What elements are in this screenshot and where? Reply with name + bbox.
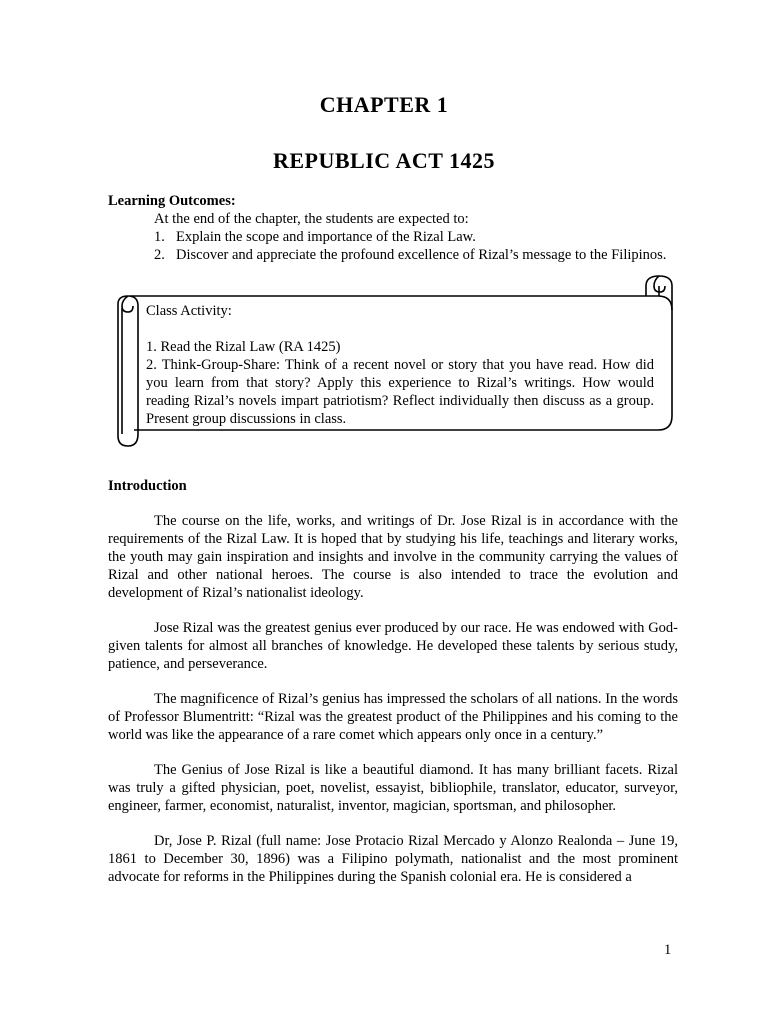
paragraph: Dr, Jose P. Rizal (full name: Jose Protacio Rizal Mercado y Alonzo Realonda – June 19, 1861 to December 30, 1896) was a Filipino polymath, nationalist and the most prominent advocate for reforms in the Philippines during the Spanish colonial era. He is considered a [108,833,678,885]
learning-outcomes-heading: Learning Outcomes: [108,193,236,209]
introduction-heading: Introduction [108,478,187,494]
class-activity [146,302,654,428]
list-item-text: Discover and appreciate the profound excellence of Rizal’s message to the Filipinos. [176,247,667,263]
paragraph: The Genius of Jose Rizal is like a beautiful diamond. It has many brilliant facets. Rizal was truly a gifted physician, poet, novelist, essayist, bibliophile, translator, educator, surveyor, engineer, farmer, economist, naturalist, inventor, magician, sportsman, and philosopher. [108,762,678,814]
paragraph: Jose Rizal was the greatest genius ever produced by our race. He was endowed with God-given talents for almost all branches of knowledge. He developed these talents by serious study, patience, and perseverance. [108,620,678,672]
learning-outcomes [108,192,668,264]
learning-outcomes-list [108,228,668,264]
paragraph: The course on the life, works, and writings of Dr. Jose Rizal is in accordance with the requirements of the Rizal Law. It is hoped that by studying his life, teachings and literary works, the youth may gain inspiration and insights and involve in the community carrying the values of Rizal and other national heroes. The course is also intended to trace the evolution and development of Rizal’s nationalist ideology. [108,513,678,601]
paragraph: The magnificence of Rizal’s genius has impressed the scholars of all nations. In the words of Professor Blumentritt: “Rizal was the greatest product of the Philippines and his coming to the world was like the appearance of a rare comet which appears only once in a century.” [108,691,678,743]
list-item-number: 2. [154,247,165,263]
list-item-number: 1. [154,229,165,245]
class-activity-item-1: 1. Read the Rizal Law (RA 1425) [146,339,341,355]
list-item-text: Explain the scope and importance of the Rizal Law. [176,229,476,245]
list-item [154,228,668,246]
class-activity-title: Class Activity: [146,303,232,319]
class-activity-item-2: 2. Think-Group-Share: Think of a recent novel or story that you have read. How did you learn from that story? Apply this experience to Rizal’s writings. How would reading Rizal’s novels impart patriotism? Reflect individually then discuss as a group. Present group discussions in class. [146,357,654,427]
act-title: REPUBLIC ACT 1425 [272,148,496,173]
list-item [154,246,668,264]
learning-outcomes-intro: At the end of the chapter, the students are expected to: [154,211,469,227]
page-number: 1 [664,942,672,958]
chapter-title: CHAPTER 1 [319,92,449,117]
introduction-body [108,512,678,903]
